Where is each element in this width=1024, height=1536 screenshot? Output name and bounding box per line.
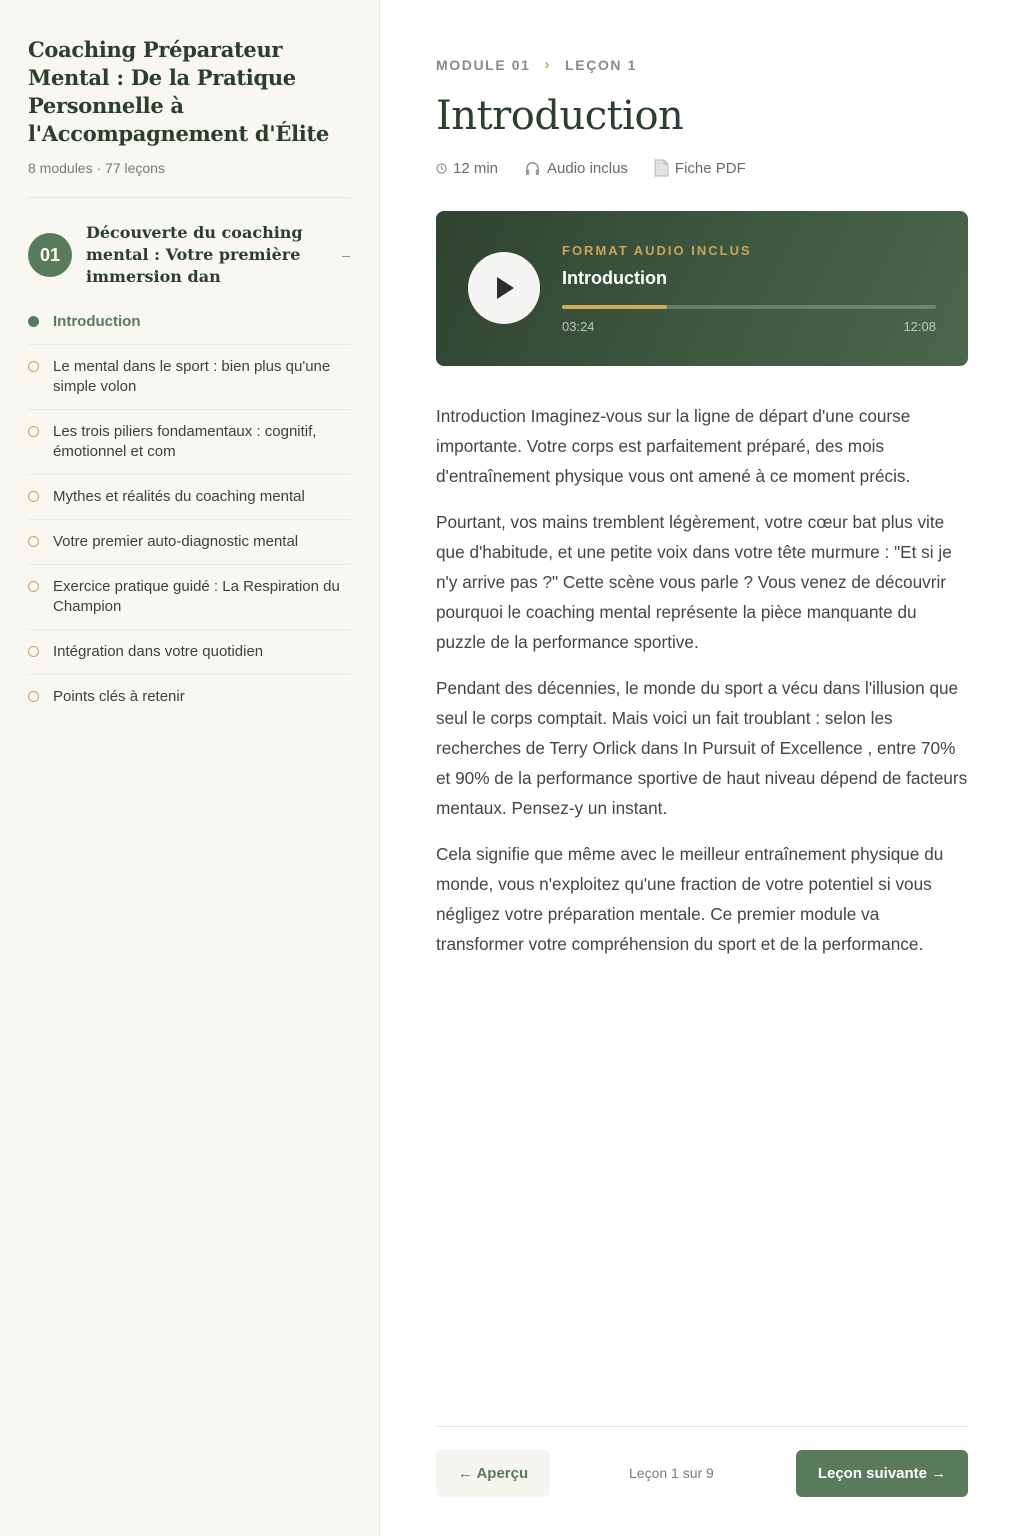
module-title: Découverte du coaching mental : Votre première immersion dan: [86, 223, 303, 286]
lesson-label: Intégration dans votre quotidien: [53, 643, 264, 660]
lesson-item-points-cles[interactable]: [28, 675, 350, 719]
lesson-meta: [436, 159, 968, 177]
audio-progress-bar[interactable]: [562, 305, 936, 309]
lesson-label: Introduction: [53, 313, 141, 330]
play-icon: [491, 274, 517, 302]
lesson-main: [436, 0, 968, 977]
lesson-label: Votre premier auto-diagnostic mental: [53, 533, 299, 550]
document-icon: [654, 159, 669, 177]
lesson-status-dot: [28, 581, 39, 592]
lesson-content: [436, 402, 968, 960]
lesson-status-dot: [28, 361, 39, 372]
lesson-item-auto-diagnostic[interactable]: [28, 520, 350, 565]
next-lesson-button[interactable]: Leçon suivante →: [796, 1450, 968, 1497]
headphones-icon: [524, 160, 541, 177]
lesson-list: [28, 310, 350, 719]
breadcrumb: [436, 56, 968, 73]
course-title: Coaching Préparateur Mental : De la Pratique Personnelle à l'Accompagnement d'Élite: [28, 37, 329, 146]
duration-text: 12 min: [453, 159, 499, 177]
lesson-item-mythes[interactable]: [28, 475, 350, 520]
collapse-module-toggle[interactable]: –: [342, 247, 350, 263]
lesson-label: Exercice pratique guidé : La Respiration du Champion: [53, 578, 340, 615]
audio-meta: [524, 160, 628, 177]
lesson-title: Introduction: [436, 93, 684, 139]
lesson-label: Les trois piliers fondamentaux : cognitif, émotionnel et com: [53, 423, 317, 460]
lesson-label: Mythes et réalités du coaching mental: [53, 488, 305, 505]
lesson-footer: [436, 1426, 968, 1536]
pdf-meta[interactable]: [654, 159, 746, 177]
lesson-status-dot: [28, 536, 39, 547]
lesson-status-dot: [28, 491, 39, 502]
content-paragraph: Introduction Imaginez-vous sur la ligne de départ d'une course importante. Votre corps est parfaitement préparé, des mois d'entraînement physique vous ont amené à ce moment précis.: [436, 406, 911, 486]
duration-meta: [436, 160, 498, 177]
lesson-status-dot: [28, 691, 39, 702]
audio-progress-fill: [562, 305, 667, 309]
breadcrumb-lesson: LEÇON 1: [565, 56, 638, 73]
content-paragraph: Pendant des décennies, le monde du sport a vécu dans l'illusion que seul le corps comptait. Mais voici un fait troublant : selon les recherches de Terry Orlick dans In Pursuit of Excellence , entre 70% et 90% de la performance sportive de haut niveau dépend de facteurs mentaux. Pensez-y un instant.: [436, 678, 968, 818]
current-time: 03:24: [562, 319, 595, 334]
previous-button[interactable]: ← Aperçu: [436, 1450, 550, 1497]
lesson-item-introduction[interactable]: [28, 310, 350, 345]
lesson-item-mental-sport[interactable]: [28, 345, 350, 410]
lesson-item-exercice[interactable]: [28, 565, 350, 630]
lesson-counter: Leçon 1 sur 9: [629, 1465, 714, 1481]
lesson-label: Le mental dans le sport : bien plus qu'une simple volon: [53, 358, 331, 395]
course-meta: 8 modules · 77 leçons: [28, 160, 165, 176]
audio-text: Audio inclus: [547, 159, 628, 177]
module-header[interactable]: [28, 222, 350, 288]
content-paragraph: Pourtant, vos mains tremblent légèrement, votre cœur bat plus vite que d'habitude, et une petite voix dans votre tête murmure : "Et si je n'y arrive pas ?" Cette scène vous parle ? Vous venez de découvrir pourquoi le coaching mental représente la pièce manquante du puzzle de la performance sportive.: [436, 512, 952, 652]
breadcrumb-module[interactable]: MODULE 01: [436, 56, 531, 73]
total-time: 12:08: [903, 319, 936, 334]
lesson-item-integration[interactable]: [28, 630, 350, 675]
course-sidebar: [0, 0, 380, 1536]
content-paragraph: Cela signifie que même avec le meilleur entraînement physique du monde, vous n'exploitez qu'une fraction de votre potentiel si vous négligez votre préparation mentale. Ce premier module va transformer votre compréhension du sport et de la performance.: [436, 844, 944, 954]
play-button[interactable]: [468, 252, 540, 324]
module-number-badge: 01: [28, 233, 72, 277]
lesson-item-trois-piliers[interactable]: [28, 410, 350, 475]
audio-title: Introduction: [562, 268, 667, 288]
pdf-text: Fiche PDF: [674, 159, 746, 177]
lesson-status-dot: [28, 426, 39, 437]
audio-format-tag: FORMAT AUDIO INCLUS: [562, 243, 752, 258]
lesson-label: Points clés à retenir: [53, 688, 185, 705]
clock-icon: [436, 163, 447, 174]
sidebar-divider: [28, 197, 350, 198]
lesson-status-dot: [28, 646, 39, 657]
lesson-status-dot: [28, 316, 39, 327]
breadcrumb-separator: ›: [544, 56, 552, 73]
audio-player: [436, 211, 968, 366]
